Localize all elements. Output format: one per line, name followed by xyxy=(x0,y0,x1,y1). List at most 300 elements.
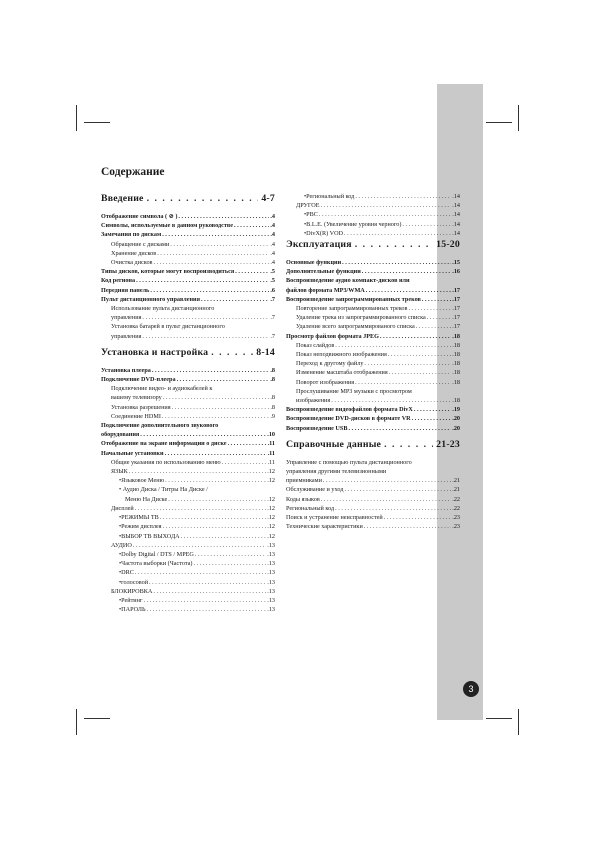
bullet-icon: • xyxy=(119,560,122,568)
toc-entry xyxy=(286,522,460,531)
entry-label: Частота выборки (Частота) xyxy=(121,560,193,568)
entry-label: ЯЗЫК xyxy=(111,468,128,476)
entry-label: Код региона xyxy=(101,277,136,285)
dot-leader xyxy=(201,295,269,304)
entry-page: .18 xyxy=(452,332,460,340)
toc-entry xyxy=(101,504,275,513)
entry-label: Меню На Диске xyxy=(125,495,168,503)
dot-leader xyxy=(344,229,451,238)
dot-leader xyxy=(140,430,266,439)
entry-label: Поиск и устранение неисправностей xyxy=(286,514,383,522)
entry-page: .6 xyxy=(270,286,275,294)
entry-label: Дополнительные функции xyxy=(286,268,361,276)
toc-entry xyxy=(101,439,275,448)
dot-leader xyxy=(355,378,451,387)
bullet-icon: • xyxy=(119,606,122,614)
bullet-icon: • xyxy=(304,220,307,228)
toc-entry xyxy=(101,412,275,421)
entry-page: .8 xyxy=(270,394,275,402)
entry-label: Установка плеера xyxy=(101,366,151,374)
entry-page: .13 xyxy=(267,606,275,614)
bullet-icon: • xyxy=(304,193,307,200)
toc-entry xyxy=(101,559,275,568)
toc-entry-line xyxy=(101,304,275,313)
dot-leader xyxy=(427,313,452,322)
dot-leader xyxy=(331,396,451,405)
entry-page: .4 xyxy=(270,249,275,257)
toc-entry xyxy=(286,378,460,387)
dot-leader xyxy=(235,267,269,276)
toc-entry xyxy=(286,414,460,423)
entry-label: Коды языков xyxy=(286,495,320,503)
entry-label: Dolby Digital / DTS / MPEG xyxy=(121,550,194,558)
entry-page: .4 xyxy=(270,213,275,220)
entry-page: .13 xyxy=(267,596,275,604)
toc-entry xyxy=(101,587,275,596)
entry-label: АУДИО xyxy=(111,541,132,549)
dot-leader xyxy=(152,366,270,375)
section-pages: 21-23 xyxy=(436,438,460,450)
entry-label: Подключение видео- и аудиокабелей к xyxy=(111,385,213,393)
entry-label: Переход к другому файлу xyxy=(296,360,364,368)
dot-leader xyxy=(193,559,266,568)
entry-page: .4 xyxy=(270,240,275,248)
entry-label: Языковое Меню xyxy=(121,477,165,485)
section-title: Справочные данные xyxy=(286,438,382,450)
dot-leader xyxy=(384,438,433,452)
toc-entry xyxy=(286,368,460,377)
section-title: Эксплуатация xyxy=(286,239,352,251)
entry-label: Показ слайдов xyxy=(296,341,335,349)
entry-label: Передняя панель xyxy=(101,286,150,294)
entry-label: вашему телевизору xyxy=(111,394,162,402)
entry-label: управления xyxy=(111,314,142,322)
entry-page: .13 xyxy=(267,587,275,595)
dot-leader xyxy=(165,449,267,458)
entry-label: Символы, используемые в данном руководстве xyxy=(101,222,234,230)
entry-label: Поворот изображения xyxy=(296,378,355,386)
dot-leader xyxy=(150,286,269,295)
dot-leader xyxy=(412,414,452,423)
entry-page: .13 xyxy=(267,560,275,568)
entry-label: Установка батарей в пульт дистанционного xyxy=(111,323,225,331)
entry-label: Очистка дисков xyxy=(111,259,153,267)
entry-label: ВЫБОР ТВ ВЫХОДА xyxy=(121,532,180,540)
dot-leader xyxy=(178,212,269,221)
entry-label: B.L.E. (Увеличение уровня черного) xyxy=(306,220,402,228)
toc-entry xyxy=(101,249,275,258)
dot-leader xyxy=(384,513,452,522)
dot-leader xyxy=(143,596,266,605)
toc-left-column xyxy=(101,192,275,614)
crop-mark xyxy=(76,105,77,131)
dot-leader xyxy=(181,532,267,541)
dot-leader xyxy=(321,495,452,504)
bullet-icon: • xyxy=(119,550,122,558)
entry-label: приемниками xyxy=(286,477,322,485)
dot-leader xyxy=(319,210,451,219)
entry-label: файлов формата MP3/WMA xyxy=(286,286,365,294)
crop-mark xyxy=(486,718,512,719)
entry-page: .4 xyxy=(270,259,275,267)
dot-leader xyxy=(380,332,451,341)
toc-entry xyxy=(286,220,460,229)
toc-entry xyxy=(101,476,275,485)
toc-entry xyxy=(286,313,460,322)
dot-leader xyxy=(323,476,451,485)
toc-entry xyxy=(101,366,275,375)
toc-entry xyxy=(101,375,275,384)
bullet-icon: • xyxy=(119,532,122,540)
dot-leader xyxy=(160,513,267,522)
bullet-icon: • xyxy=(119,569,122,577)
entry-label: Пульт дистанционного управления xyxy=(101,295,200,303)
dot-leader xyxy=(195,550,266,559)
toc-entry xyxy=(101,267,275,276)
entry-label: Показ неподвижного изображения xyxy=(296,351,387,359)
bullet-icon: • xyxy=(119,514,122,522)
bullet-icon: • xyxy=(119,523,122,531)
toc-entry xyxy=(101,332,275,341)
dot-leader xyxy=(157,249,269,258)
dot-leader xyxy=(211,346,253,360)
entry-label: Дисплей xyxy=(111,504,134,512)
entry-label: Основные функции xyxy=(286,259,342,267)
dot-leader xyxy=(362,267,451,276)
toc-section-heading xyxy=(101,192,275,206)
entry-label: Технические характеристики xyxy=(286,523,363,531)
entry-label: Типы дисков, которые могут воспроизводиться xyxy=(101,268,235,276)
toc-entry xyxy=(286,513,460,522)
toc-entry xyxy=(286,405,460,414)
dot-leader xyxy=(172,403,270,412)
toc-entry-line xyxy=(101,322,275,331)
entry-page: .14 xyxy=(452,193,460,200)
dot-leader xyxy=(389,368,452,377)
toc-entry xyxy=(286,332,460,341)
dot-leader xyxy=(228,439,267,448)
section-title: Введение xyxy=(101,193,144,204)
toc-entry xyxy=(286,201,460,210)
entry-page: .21 xyxy=(452,486,460,494)
toc-entry xyxy=(286,267,460,276)
toc-section-heading xyxy=(286,438,460,452)
entry-page: .20 xyxy=(452,415,460,423)
entry-page: .11 xyxy=(267,440,275,448)
entry-page: .15 xyxy=(452,259,460,267)
dot-leader xyxy=(136,276,269,285)
toc-entry xyxy=(286,322,460,331)
dot-leader xyxy=(222,458,267,467)
entry-label: РЕЖИМЫ ТВ xyxy=(121,514,159,522)
toc-entry xyxy=(286,424,460,433)
dot-leader xyxy=(364,359,451,368)
dot-leader xyxy=(147,192,259,206)
dot-leader xyxy=(408,304,451,313)
entry-label: управления xyxy=(111,332,142,340)
entry-label: Просмотр файлов формата JPEG xyxy=(286,332,379,340)
entry-label: Обращение с дисками xyxy=(111,240,170,248)
crop-mark xyxy=(84,718,110,719)
dot-leader xyxy=(142,313,269,322)
entry-page: .23 xyxy=(452,523,460,531)
entry-page: .17 xyxy=(452,323,460,331)
dot-leader xyxy=(355,192,451,201)
entry-label: оборудования xyxy=(101,431,140,439)
toc-entry xyxy=(286,350,460,359)
entry-label: Удаление всего запрограммированого списка xyxy=(296,323,415,331)
toc-entry xyxy=(101,541,275,550)
dot-leader xyxy=(335,341,451,350)
toc-entry xyxy=(101,532,275,541)
entry-page: .18 xyxy=(452,397,460,405)
entry-page: .18 xyxy=(452,360,460,368)
toc-entry xyxy=(286,504,460,513)
dot-leader xyxy=(135,504,267,513)
entry-label: Подключение DVD-плеера xyxy=(101,376,176,384)
entry-label: изображения xyxy=(296,397,331,405)
entry-label: Региональный код xyxy=(286,504,335,512)
entry-page: .16 xyxy=(452,268,460,276)
entry-label: Воспроизведение DVD-дисков в формате VR xyxy=(286,415,411,423)
toc-entry xyxy=(286,295,460,304)
entry-label: Режим дисплея xyxy=(121,523,162,531)
dot-leader xyxy=(342,258,451,267)
entry-label: Подключение дополнительного звукового xyxy=(101,422,219,430)
entry-label: Отображение на экране информации о диске xyxy=(101,440,227,448)
entry-page: .12 xyxy=(267,468,275,476)
dot-leader xyxy=(402,220,451,229)
toc-entry xyxy=(101,230,275,239)
dot-leader xyxy=(416,322,451,331)
bullet-icon: • xyxy=(119,578,122,586)
toc-section-heading xyxy=(286,238,460,252)
entry-label: Воспроизведение запрограммированных треков xyxy=(286,295,421,303)
page-number-badge: 3 xyxy=(463,681,479,697)
page-title: Содержание xyxy=(101,166,165,178)
entry-page: .14 xyxy=(452,229,460,237)
toc-entry xyxy=(101,596,275,605)
toc-entry xyxy=(286,476,460,485)
dot-leader xyxy=(355,238,433,252)
entry-page: .5 xyxy=(270,277,275,285)
entry-label: Обслуживание и уход xyxy=(286,486,344,494)
toc-entry xyxy=(286,210,460,219)
entry-page: .11 xyxy=(267,449,275,457)
entry-page: .13 xyxy=(267,569,275,577)
entry-label: ПАРОЛЬ xyxy=(121,606,146,614)
section-pages: 8-14 xyxy=(256,346,275,358)
entry-page: .4 xyxy=(270,231,275,239)
entry-page: .10 xyxy=(267,431,275,439)
toc-entry xyxy=(101,221,275,230)
entry-label: Управление с помощью пульта дистанционного xyxy=(286,458,412,466)
entry-label: Изменение масштаба отображения xyxy=(296,369,388,377)
entry-label: PBC xyxy=(306,211,318,219)
entry-page: .19 xyxy=(452,406,460,414)
entry-page: .17 xyxy=(452,305,460,313)
dot-leader xyxy=(177,375,270,384)
dot-leader xyxy=(414,405,451,414)
entry-label: Хранение дисков xyxy=(111,249,157,257)
dot-leader xyxy=(165,476,266,485)
crop-mark xyxy=(76,709,77,735)
entry-page: .14 xyxy=(452,220,460,228)
entry-page: .7 xyxy=(270,314,275,322)
toc-entry xyxy=(101,467,275,476)
toc-entry xyxy=(101,522,275,531)
entry-label: Воспроизведение видеофайлов формата DivX xyxy=(286,406,413,414)
toc-entry xyxy=(101,578,275,587)
entry-page: .20 xyxy=(452,424,460,432)
toc-entry xyxy=(101,240,275,249)
toc-entry-line xyxy=(101,485,275,494)
entry-page: .18 xyxy=(452,341,460,349)
toc-entry-line xyxy=(101,421,275,430)
bullet-icon: • xyxy=(304,211,307,219)
entry-page: .5 xyxy=(270,268,275,276)
bullet-icon: • xyxy=(119,477,122,485)
toc-entry-line xyxy=(101,384,275,393)
section-pages: 15-20 xyxy=(436,239,460,251)
dot-leader xyxy=(163,522,267,531)
dot-leader xyxy=(133,541,266,550)
entry-label: Прослушивание MP3 музыки с просмотром xyxy=(296,387,412,395)
entry-page: .21 xyxy=(452,477,460,485)
toc-entry xyxy=(101,458,275,467)
dot-leader xyxy=(142,332,269,341)
entry-page: .12 xyxy=(267,477,275,485)
dot-leader xyxy=(153,587,266,596)
entry-page: .12 xyxy=(267,495,275,503)
dot-leader xyxy=(147,605,267,614)
dot-leader xyxy=(162,412,269,421)
entry-label: Повторение запрограммированных треков xyxy=(296,305,408,313)
toc-entry xyxy=(286,304,460,313)
entry-page: .7 xyxy=(270,295,275,303)
entry-label: Общие указания по использованию меню xyxy=(111,458,221,466)
toc-entry xyxy=(286,258,460,267)
section-title: Установка и настройка xyxy=(101,346,209,358)
dot-leader xyxy=(422,295,451,304)
entry-label: голосовой xyxy=(121,578,149,586)
toc-entry xyxy=(286,359,460,368)
dot-leader xyxy=(168,495,266,504)
entry-page: .18 xyxy=(452,351,460,359)
entry-page: .8 xyxy=(270,366,275,374)
toc-entry-line xyxy=(286,458,460,467)
entry-page: .13 xyxy=(267,578,275,586)
dot-leader xyxy=(364,522,452,531)
entry-page: .22 xyxy=(452,504,460,512)
entry-label: Воспроизведение аудио компакт-дисков или xyxy=(286,277,410,285)
dot-leader xyxy=(170,240,269,249)
dot-leader xyxy=(234,221,269,230)
toc-entry xyxy=(286,495,460,504)
entry-label: Начальные установки xyxy=(101,449,164,457)
toc-entry xyxy=(101,449,275,458)
entry-page: .18 xyxy=(452,378,460,386)
dot-leader xyxy=(162,230,269,239)
entry-page: .23 xyxy=(452,514,460,522)
toc-entry xyxy=(101,550,275,559)
crop-mark xyxy=(518,709,519,735)
dot-leader xyxy=(149,578,266,587)
entry-page: .12 xyxy=(267,532,275,540)
entry-page: .13 xyxy=(267,541,275,549)
toc-entry xyxy=(101,258,275,267)
entry-page: .14 xyxy=(452,202,460,210)
toc-entry xyxy=(101,568,275,577)
entry-page: .18 xyxy=(452,369,460,377)
dot-leader xyxy=(388,350,451,359)
entry-page: .22 xyxy=(452,495,460,503)
toc-entry-line xyxy=(286,467,460,476)
toc-entry xyxy=(101,403,275,412)
toc-entry xyxy=(101,313,275,322)
entry-label: Установка разрешения xyxy=(111,403,171,411)
dot-leader xyxy=(135,568,266,577)
entry-page: .13 xyxy=(267,550,275,558)
entry-label: управления другими телевизионными xyxy=(286,468,387,476)
entry-page: .14 xyxy=(452,211,460,219)
toc-entry xyxy=(286,485,460,494)
dot-leader xyxy=(163,393,270,402)
toc-entry xyxy=(286,229,460,238)
toc-entry xyxy=(101,286,275,295)
crop-mark xyxy=(84,122,110,123)
entry-label: Использование пульта дистанционного xyxy=(111,305,215,313)
toc-entry xyxy=(101,393,275,402)
toc-entry xyxy=(286,286,460,295)
crop-mark xyxy=(518,105,519,131)
entry-label: • Аудио Диска / Титры На Диске / xyxy=(119,486,208,494)
entry-page: .12 xyxy=(267,514,275,522)
dot-leader xyxy=(335,504,451,513)
entry-label: Удаление трека из запрограммированного списка xyxy=(296,314,426,322)
entry-page: .8 xyxy=(270,376,275,384)
toc-entry xyxy=(101,212,275,221)
dot-leader xyxy=(321,201,452,210)
entry-label: БЛОКИРОВКА xyxy=(111,587,153,595)
toc-entry xyxy=(101,605,275,614)
entry-label: DRC xyxy=(121,569,134,577)
toc-entry xyxy=(101,495,275,504)
entry-page: .17 xyxy=(452,295,460,303)
entry-label: DivX(R) VOD xyxy=(306,229,344,237)
bullet-icon: • xyxy=(119,596,122,604)
entry-page: .17 xyxy=(452,286,460,294)
toc-entry-line xyxy=(286,387,460,396)
dot-leader xyxy=(344,485,451,494)
toc-section-heading xyxy=(101,346,275,360)
entry-page: .8 xyxy=(270,403,275,411)
entry-page: .12 xyxy=(267,523,275,531)
entry-label: ДРУГОЕ xyxy=(296,202,320,210)
entry-page: .12 xyxy=(267,504,275,512)
entry-page: .17 xyxy=(452,314,460,322)
section-pages: 4-7 xyxy=(261,193,275,204)
toc-entry xyxy=(101,295,275,304)
dot-leader xyxy=(153,258,269,267)
toc-entry-line xyxy=(286,276,460,285)
toc-entry xyxy=(101,276,275,285)
toc-entry xyxy=(101,430,275,439)
entry-label: Региональный код xyxy=(306,193,355,200)
entry-label: Воспроизведение USB xyxy=(286,424,348,432)
entry-page: .4 xyxy=(270,222,275,230)
crop-mark xyxy=(486,122,512,123)
